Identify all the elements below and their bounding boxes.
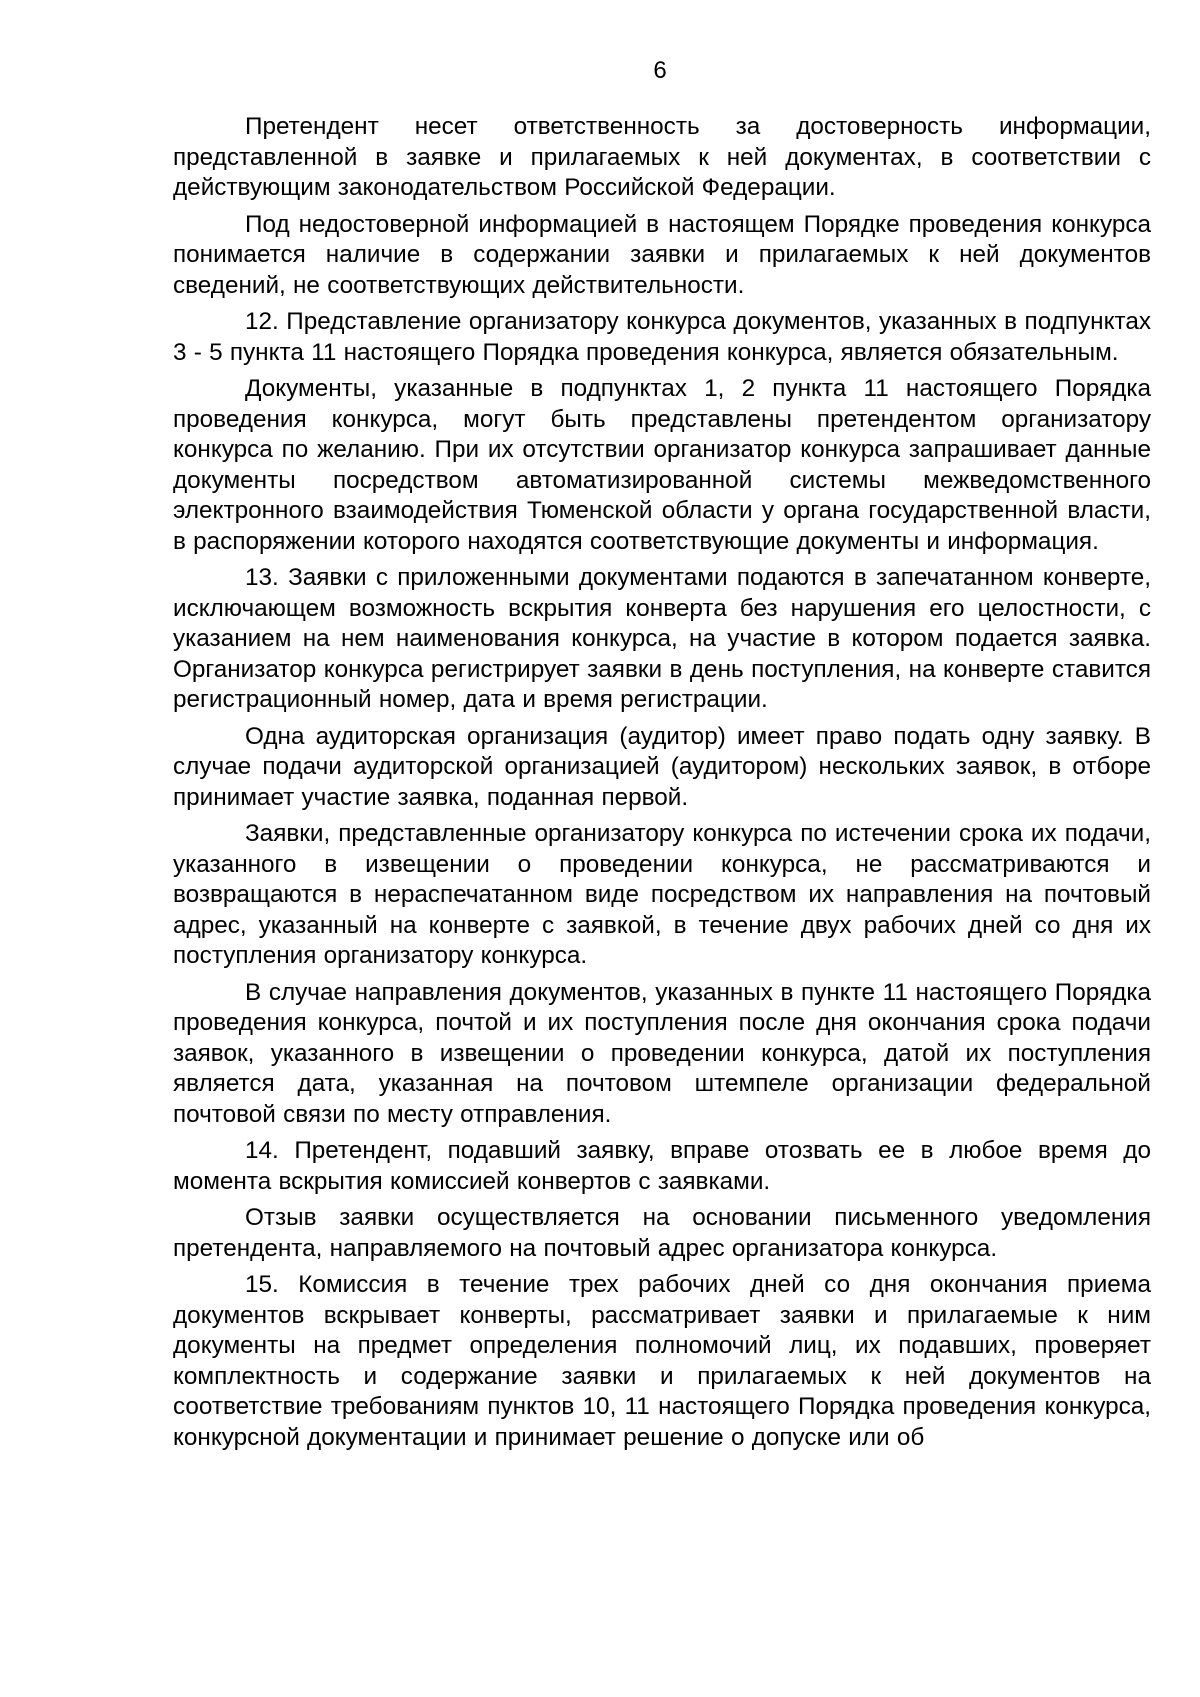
paragraph-1: Претендент несет ответственность за достоверность информации, представленной в заявке и прилагаемых к ней документах, в соответствии с действующим законодательством Российской Федерации.	[173, 113, 1151, 201]
paragraph-4: Документы, указанные в подпунктах 1, 2 пункта 11 настоящего Порядка проведения конкурса, могут быть представлены претендентом организатору конкурса по желанию. При их отсутствии организатор конкурса запрашивает данные документы посредством автоматизированной системы межведомственного электронного взаимодействия Тюменской области у органа государственной власти, в распоряжении которого находятся соответствующие документы и информация.	[173, 375, 1151, 555]
paragraph-8: В случае направления документов, указанных в пункте 11 настоящего Порядка проведения конкурса, почтой и их поступления после дня окончания срока подачи заявок, указанного в извещении о проведении конкурса, датой их поступления является дата, указанная на почтовом штемпеле организации федеральной почтовой связи по месту отправления.	[173, 978, 1151, 1128]
paragraph-7: Заявки, представленные организатору конкурса по истечении срока их подачи, указанного в извещении о проведении конкурса, не рассматриваются и возвращаются в нераспечатанном виде посредством их направления на почтовый адрес, указанный на конверте с заявкой, в течение двух рабочих дней со дня их поступления организатору конкурса.	[173, 820, 1151, 969]
paragraph-2: Под недостоверной информацией в настоящем Порядке проведения конкурса понимается наличие в содержании заявки и прилагаемых к ней документов сведений, не соответствующих действительности.	[173, 210, 1151, 299]
paragraph-10: Отзыв заявки осуществляется на основании письменного уведомления претендента, направляемого на почтовый адрес организатора конкурса.	[173, 1204, 1151, 1262]
page-number: 6	[653, 57, 667, 84]
paragraph-11: 15. Комиссия в течение трех рабочих дней со дня окончания приема документов вскрывает конверты, рассматривает заявки и прилагаемые к ним документы на предмет определения полномочий лиц, их подавших, проверяет комплектность и содержание заявки и прилагаемых к ней документов на соответствие требованиям пунктов 10, 11 настоящего Порядка проведения конкурса, конкурсной документации и принимает решение о допуске или об	[173, 1271, 1151, 1451]
document-body	[173, 112, 1151, 1459]
paragraph-3: 12. Представление организатору конкурса документов, указанных в подпунктах 3 - 5 пункта 11 настоящего Порядка проведения конкурса, является обязательным.	[173, 308, 1151, 366]
paragraph-5: 13. Заявки с приложенными документами подаются в запечатанном конверте, исключающем возможность вскрытия конверта без нарушения его целостности, с указанием на нем наименования конкурса, на участие в котором подается заявка. Организатор конкурса регистрирует заявки в день поступления, на конверте ставится регистрационный номер, дата и время регистрации.	[173, 564, 1151, 713]
paragraph-6: Одна аудиторская организация (аудитор) имеет право подать одну заявку. В случае подачи аудиторской организацией (аудитором) нескольких заявок, в отборе принимает участие заявка, поданная первой.	[173, 722, 1151, 811]
paragraph-9: 14. Претендент, подавший заявку, вправе отозвать ее в любое время до момента вскрытия комиссией конвертов с заявками.	[173, 1137, 1151, 1195]
